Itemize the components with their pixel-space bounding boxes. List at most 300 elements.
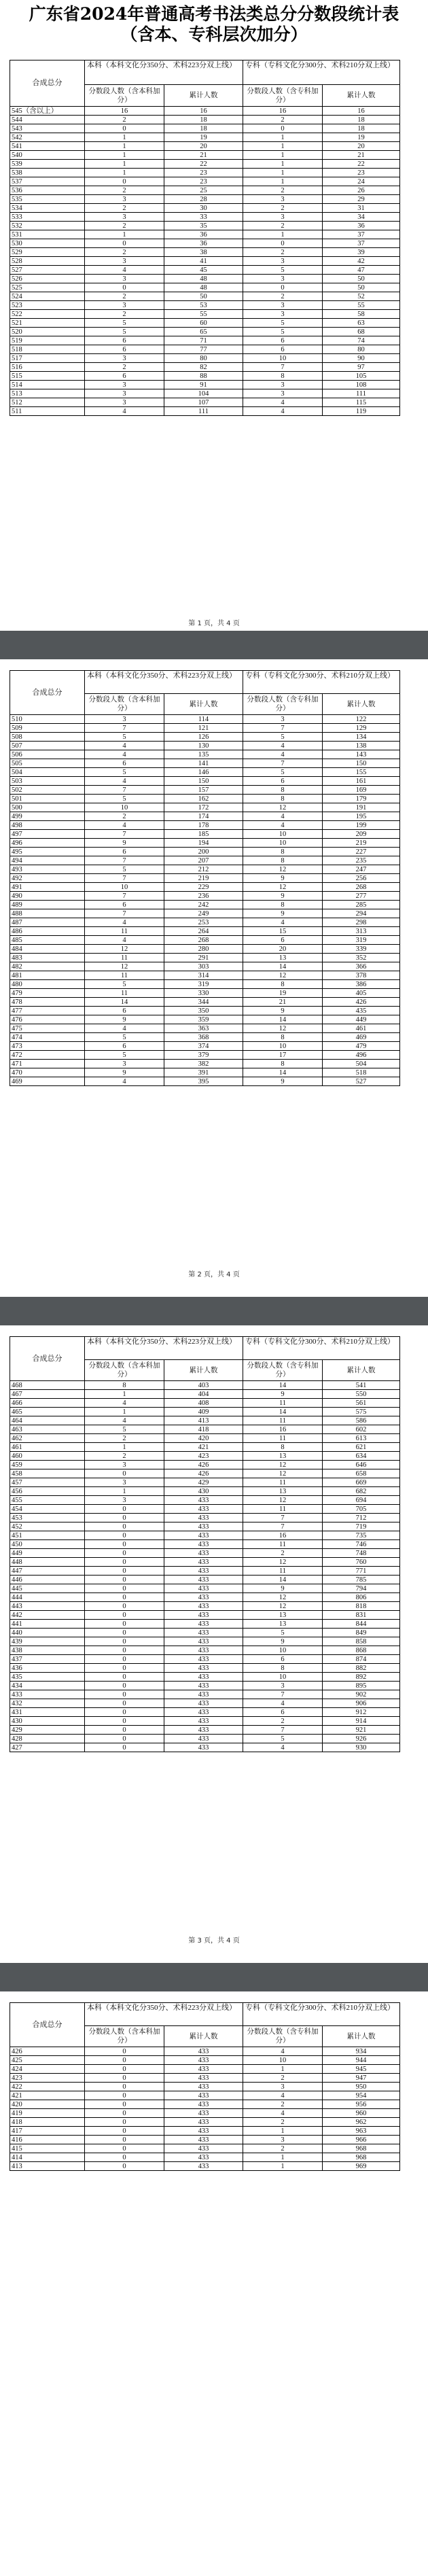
score-cell: 513 xyxy=(10,389,85,398)
undergrad-seg-count-cell: 0 xyxy=(85,1690,164,1699)
score-cell: 487 xyxy=(10,918,85,927)
undergrad-cum-count-cell: 433 xyxy=(164,2162,243,2171)
junior-seg-count-cell: 11 xyxy=(243,1416,323,1425)
title-line-2: （含本、专科层次加分） xyxy=(120,24,308,44)
junior-seg-count-cell: 4 xyxy=(243,2091,323,2100)
undergrad-cum-count-cell: 212 xyxy=(164,865,243,874)
table-row xyxy=(10,856,400,865)
table-row xyxy=(10,222,400,230)
undergrad-seg-count-cell: 0 xyxy=(85,239,164,248)
undergrad-seg-count-cell: 4 xyxy=(85,1077,164,1086)
junior-cum-count-cell: 435 xyxy=(323,1007,400,1015)
score-cell: 432 xyxy=(10,1699,85,1708)
undergrad-cum-count-cell: 430 xyxy=(164,1487,243,1496)
undergrad-seg-count-cell: 3 xyxy=(85,354,164,363)
table-row xyxy=(10,389,400,398)
score-cell: 469 xyxy=(10,1077,85,1086)
table-row xyxy=(10,2153,400,2162)
junior-cum-count-cell: 968 xyxy=(323,2144,400,2153)
undergrad-seg-count-cell: 5 xyxy=(85,328,164,336)
junior-seg-count-cell: 8 xyxy=(243,1443,323,1452)
junior-cum-count-cell: 209 xyxy=(323,830,400,839)
table-row xyxy=(10,733,400,742)
undergrad-seg-count-cell: 0 xyxy=(85,1469,164,1478)
undergrad-seg-count-cell: 3 xyxy=(85,1461,164,1469)
junior-cum-count-cell: 669 xyxy=(323,1478,400,1487)
undergrad-seg-count-cell: 7 xyxy=(85,892,164,901)
junior-cum-count-cell: 42 xyxy=(323,257,400,266)
undergrad-seg-count-cell: 0 xyxy=(85,124,164,133)
undergrad-cum-count-cell: 22 xyxy=(164,160,243,169)
score-cell: 478 xyxy=(10,998,85,1007)
undergrad-seg-count-cell: 5 xyxy=(85,980,164,989)
table-row xyxy=(10,363,400,372)
undergrad-cum-count-cell: 229 xyxy=(164,883,243,892)
undergrad-cum-count-cell: 38 xyxy=(164,248,243,257)
table-row xyxy=(10,962,400,971)
junior-cum-count-cell: 247 xyxy=(323,865,400,874)
undergrad-seg-count-cell: 4 xyxy=(85,936,164,945)
junior-seg-count-cell: 0 xyxy=(243,124,323,133)
undergrad-cum-count-cell: 242 xyxy=(164,901,243,909)
undergrad-cum-count-cell: 429 xyxy=(164,1478,243,1487)
score-cell: 473 xyxy=(10,1042,85,1051)
undergrad-cum-count-cell: 150 xyxy=(164,777,243,786)
undergrad-cum-count-cell: 53 xyxy=(164,301,243,310)
score-cell: 480 xyxy=(10,980,85,989)
score-table-page-4 xyxy=(10,2002,400,2171)
score-cell: 415 xyxy=(10,2144,85,2153)
page-footer: 第 2 页，共 4 页 xyxy=(188,1271,240,1278)
junior-seg-count-cell: 8 xyxy=(243,795,323,803)
undergrad-seg-count-cell: 11 xyxy=(85,971,164,980)
undergrad-cum-count-cell: 433 xyxy=(164,2144,243,2153)
junior-cum-count-cell: 119 xyxy=(323,407,400,416)
undergrad-cum-count-cell: 433 xyxy=(164,2118,243,2127)
undergrad-seg-count-cell: 1 xyxy=(85,169,164,177)
undergrad-seg-count-cell: 0 xyxy=(85,2047,164,2056)
score-cell: 468 xyxy=(10,1381,85,1390)
junior-seg-count-cell: 12 xyxy=(243,803,323,812)
score-cell: 516 xyxy=(10,363,85,372)
undergrad-seg-count-cell: 1 xyxy=(85,160,164,169)
undergrad-cum-count-cell: 141 xyxy=(164,759,243,768)
junior-cum-count-cell: 298 xyxy=(323,918,400,927)
junior-cum-count-cell: 277 xyxy=(323,892,400,901)
score-cell: 459 xyxy=(10,1461,85,1469)
table-row xyxy=(10,124,400,133)
undergrad-seg-count-cell: 0 xyxy=(85,283,164,292)
junior-seg-count-cell: 9 xyxy=(243,1637,323,1646)
undergrad-seg-count-cell: 4 xyxy=(85,1416,164,1425)
junior-seg-count-cell: 0 xyxy=(243,239,323,248)
undergrad-cum-count-cell: 433 xyxy=(164,1540,243,1549)
junior-cum-count-cell: 195 xyxy=(323,812,400,821)
score-cell: 424 xyxy=(10,2065,85,2074)
junior-seg-count-cell: 8 xyxy=(243,372,323,381)
undergrad-cum-count-cell: 207 xyxy=(164,856,243,865)
undergrad-seg-count-cell: 2 xyxy=(85,248,164,257)
table-row xyxy=(10,1673,400,1682)
undergrad-seg-count-cell: 0 xyxy=(85,2065,164,2074)
undergrad-cum-count-cell: 433 xyxy=(164,1743,243,1752)
undergrad-seg-count-cell: 0 xyxy=(85,1735,164,1743)
score-cell: 471 xyxy=(10,1060,85,1068)
table-row xyxy=(10,724,400,733)
undergrad-cum-count-cell: 200 xyxy=(164,848,243,856)
table-row xyxy=(10,1726,400,1735)
table-row xyxy=(10,1637,400,1646)
undergrad-cum-count-cell: 433 xyxy=(164,1576,243,1584)
table-row xyxy=(10,1655,400,1664)
junior-cum-count-cell: 712 xyxy=(323,1514,400,1522)
junior-cum-count-cell: 895 xyxy=(323,1682,400,1690)
score-cell: 531 xyxy=(10,230,85,239)
undergrad-cum-count-cell: 433 xyxy=(164,1531,243,1540)
undergrad-seg-count-cell: 3 xyxy=(85,715,164,724)
junior-seg-count-cell: 12 xyxy=(243,1593,323,1602)
junior-seg-count-cell: 10 xyxy=(243,830,323,839)
table-row xyxy=(10,927,400,936)
junior-cum-count-cell: 319 xyxy=(323,936,400,945)
junior-cum-count-cell: 268 xyxy=(323,883,400,892)
header-junior: 专科（专科文化分300分、术科210分双上线） xyxy=(243,1337,400,1360)
undergrad-cum-count-cell: 433 xyxy=(164,2153,243,2162)
undergrad-cum-count-cell: 433 xyxy=(164,1699,243,1708)
junior-seg-count-cell: 13 xyxy=(243,1611,323,1620)
score-cell: 493 xyxy=(10,865,85,874)
junior-seg-count-cell: 3 xyxy=(243,2136,323,2144)
undergrad-cum-count-cell: 82 xyxy=(164,363,243,372)
table-row xyxy=(10,345,400,354)
junior-cum-count-cell: 682 xyxy=(323,1487,400,1496)
junior-seg-count-cell: 2 xyxy=(243,292,323,301)
junior-seg-count-cell: 4 xyxy=(243,812,323,821)
junior-seg-count-cell: 5 xyxy=(243,266,323,275)
header-seg-count-undergrad: 分数段人数（含本科加分） xyxy=(85,85,164,107)
junior-cum-count-cell: 366 xyxy=(323,962,400,971)
table-row xyxy=(10,177,400,186)
junior-seg-count-cell: 10 xyxy=(243,354,323,363)
undergrad-seg-count-cell: 3 xyxy=(85,275,164,283)
undergrad-cum-count-cell: 363 xyxy=(164,1024,243,1033)
undergrad-cum-count-cell: 433 xyxy=(164,1726,243,1735)
score-cell: 414 xyxy=(10,2153,85,2162)
undergrad-cum-count-cell: 404 xyxy=(164,1390,243,1399)
header-seg-count-junior: 分数段人数（含专科加分） xyxy=(243,1360,323,1381)
score-cell: 503 xyxy=(10,777,85,786)
score-cell: 500 xyxy=(10,803,85,812)
header-seg-count-undergrad: 分数段人数（含本科加分） xyxy=(85,1360,164,1381)
table-row xyxy=(10,1690,400,1699)
junior-cum-count-cell: 613 xyxy=(323,1434,400,1443)
undergrad-cum-count-cell: 433 xyxy=(164,1549,243,1558)
junior-cum-count-cell: 496 xyxy=(323,1051,400,1060)
table-row xyxy=(10,186,400,195)
undergrad-cum-count-cell: 291 xyxy=(164,954,243,962)
table-row xyxy=(10,1558,400,1567)
undergrad-seg-count-cell: 2 xyxy=(85,1452,164,1461)
score-cell: 422 xyxy=(10,2083,85,2091)
score-cell: 470 xyxy=(10,1068,85,1077)
undergrad-cum-count-cell: 433 xyxy=(164,1611,243,1620)
junior-cum-count-cell: 912 xyxy=(323,1708,400,1717)
score-cell: 476 xyxy=(10,1015,85,1024)
score-cell: 489 xyxy=(10,901,85,909)
score-cell: 417 xyxy=(10,2127,85,2136)
junior-cum-count-cell: 760 xyxy=(323,1558,400,1567)
undergrad-seg-count-cell: 0 xyxy=(85,2056,164,2065)
undergrad-seg-count-cell: 1 xyxy=(85,230,164,239)
score-table-page-3 xyxy=(10,1336,400,1752)
junior-seg-count-cell: 8 xyxy=(243,786,323,795)
undergrad-seg-count-cell: 6 xyxy=(85,372,164,381)
junior-seg-count-cell: 8 xyxy=(243,901,323,909)
junior-seg-count-cell: 12 xyxy=(243,1024,323,1033)
undergrad-cum-count-cell: 433 xyxy=(164,1717,243,1726)
score-cell: 439 xyxy=(10,1637,85,1646)
junior-cum-count-cell: 68 xyxy=(323,328,400,336)
score-cell: 449 xyxy=(10,1549,85,1558)
junior-cum-count-cell: 963 xyxy=(323,2127,400,2136)
undergrad-cum-count-cell: 374 xyxy=(164,1042,243,1051)
table-row xyxy=(10,1024,400,1033)
junior-seg-count-cell: 6 xyxy=(243,1655,323,1664)
table-row xyxy=(10,1735,400,1743)
junior-cum-count-cell: 868 xyxy=(323,1646,400,1655)
page-4 xyxy=(0,1991,428,2576)
junior-seg-count-cell: 4 xyxy=(243,1699,323,1708)
undergrad-seg-count-cell: 1 xyxy=(85,151,164,160)
table-row xyxy=(10,257,400,266)
undergrad-cum-count-cell: 146 xyxy=(164,768,243,777)
score-cell: 507 xyxy=(10,742,85,750)
junior-seg-count-cell: 12 xyxy=(243,1469,323,1478)
table-row xyxy=(10,1567,400,1576)
undergrad-cum-count-cell: 91 xyxy=(164,381,243,389)
undergrad-seg-count-cell: 0 xyxy=(85,1602,164,1611)
score-cell: 443 xyxy=(10,1602,85,1611)
junior-seg-count-cell: 9 xyxy=(243,892,323,901)
undergrad-seg-count-cell: 6 xyxy=(85,759,164,768)
header-seg-count-undergrad: 分数段人数（含本科加分） xyxy=(85,2026,164,2047)
score-cell: 441 xyxy=(10,1620,85,1629)
table-row xyxy=(10,1522,400,1531)
table-row xyxy=(10,336,400,345)
score-cell: 481 xyxy=(10,971,85,980)
junior-cum-count-cell: 902 xyxy=(323,1690,400,1699)
undergrad-seg-count-cell: 0 xyxy=(85,1699,164,1708)
junior-cum-count-cell: 227 xyxy=(323,848,400,856)
undergrad-seg-count-cell: 4 xyxy=(85,266,164,275)
junior-cum-count-cell: 352 xyxy=(323,954,400,962)
table-row xyxy=(10,1068,400,1077)
undergrad-cum-count-cell: 28 xyxy=(164,195,243,204)
junior-cum-count-cell: 115 xyxy=(323,398,400,407)
undergrad-seg-count-cell: 3 xyxy=(85,1060,164,1068)
score-cell: 418 xyxy=(10,2118,85,2127)
undergrad-seg-count-cell: 6 xyxy=(85,345,164,354)
junior-cum-count-cell: 50 xyxy=(323,283,400,292)
table-row xyxy=(10,248,400,257)
undergrad-cum-count-cell: 35 xyxy=(164,222,243,230)
score-table-page-1 xyxy=(10,60,400,416)
score-cell: 528 xyxy=(10,257,85,266)
score-cell: 475 xyxy=(10,1024,85,1033)
score-cell: 509 xyxy=(10,724,85,733)
score-cell: 416 xyxy=(10,2136,85,2144)
junior-seg-count-cell: 1 xyxy=(243,2153,323,2162)
undergrad-cum-count-cell: 433 xyxy=(164,1496,243,1505)
score-cell: 514 xyxy=(10,381,85,389)
score-cell: 488 xyxy=(10,909,85,918)
junior-cum-count-cell: 950 xyxy=(323,2083,400,2091)
table-row xyxy=(10,715,400,724)
junior-seg-count-cell: 10 xyxy=(243,1646,323,1655)
junior-cum-count-cell: 962 xyxy=(323,2118,400,2127)
score-cell: 523 xyxy=(10,301,85,310)
undergrad-cum-count-cell: 48 xyxy=(164,283,243,292)
undergrad-cum-count-cell: 114 xyxy=(164,715,243,724)
junior-cum-count-cell: 550 xyxy=(323,1390,400,1399)
page-3 xyxy=(0,1325,428,1963)
undergrad-cum-count-cell: 433 xyxy=(164,1620,243,1629)
undergrad-cum-count-cell: 36 xyxy=(164,230,243,239)
undergrad-seg-count-cell: 0 xyxy=(85,2100,164,2109)
junior-seg-count-cell: 2 xyxy=(243,204,323,213)
junior-seg-count-cell: 2 xyxy=(243,186,323,195)
undergrad-seg-count-cell: 7 xyxy=(85,830,164,839)
junior-seg-count-cell: 9 xyxy=(243,1390,323,1399)
junior-cum-count-cell: 945 xyxy=(323,2065,400,2074)
junior-seg-count-cell: 10 xyxy=(243,2056,323,2065)
undergrad-cum-count-cell: 433 xyxy=(164,2074,243,2083)
junior-cum-count-cell: 844 xyxy=(323,1620,400,1629)
table-row xyxy=(10,777,400,786)
score-cell: 510 xyxy=(10,715,85,724)
table-row xyxy=(10,2136,400,2144)
junior-cum-count-cell: 831 xyxy=(323,1611,400,1620)
undergrad-seg-count-cell: 5 xyxy=(85,733,164,742)
junior-seg-count-cell: 1 xyxy=(243,142,323,151)
junior-seg-count-cell: 2 xyxy=(243,1717,323,1726)
score-cell: 445 xyxy=(10,1584,85,1593)
undergrad-cum-count-cell: 433 xyxy=(164,2109,243,2118)
undergrad-cum-count-cell: 433 xyxy=(164,1664,243,1673)
document-title xyxy=(0,4,428,45)
score-cell: 460 xyxy=(10,1452,85,1461)
junior-seg-count-cell: 4 xyxy=(243,398,323,407)
score-cell: 511 xyxy=(10,407,85,416)
table-row xyxy=(10,328,400,336)
undergrad-cum-count-cell: 253 xyxy=(164,918,243,927)
undergrad-seg-count-cell: 3 xyxy=(85,1496,164,1505)
table-row xyxy=(10,266,400,275)
undergrad-seg-count-cell: 0 xyxy=(85,2083,164,2091)
score-cell: 506 xyxy=(10,750,85,759)
junior-cum-count-cell: 969 xyxy=(323,2162,400,2171)
junior-cum-count-cell: 129 xyxy=(323,724,400,733)
junior-seg-count-cell: 5 xyxy=(243,1629,323,1637)
junior-seg-count-cell: 13 xyxy=(243,954,323,962)
table-row xyxy=(10,1469,400,1478)
junior-cum-count-cell: 21 xyxy=(323,151,400,160)
junior-cum-count-cell: 138 xyxy=(323,742,400,750)
table-row xyxy=(10,2127,400,2136)
junior-cum-count-cell: 719 xyxy=(323,1522,400,1531)
score-cell: 494 xyxy=(10,856,85,865)
header-undergrad: 本科（本科文化分350分、术科223分双上线） xyxy=(85,1337,243,1360)
table-row xyxy=(10,989,400,998)
score-cell: 423 xyxy=(10,2074,85,2083)
score-table-page-2 xyxy=(10,670,400,1086)
undergrad-cum-count-cell: 121 xyxy=(164,724,243,733)
junior-seg-count-cell: 1 xyxy=(243,177,323,186)
junior-cum-count-cell: 705 xyxy=(323,1505,400,1514)
junior-seg-count-cell: 9 xyxy=(243,874,323,883)
junior-seg-count-cell: 13 xyxy=(243,1620,323,1629)
junior-seg-count-cell: 8 xyxy=(243,980,323,989)
score-cell: 430 xyxy=(10,1717,85,1726)
junior-cum-count-cell: 930 xyxy=(323,1743,400,1752)
undergrad-cum-count-cell: 20 xyxy=(164,142,243,151)
table-row xyxy=(10,292,400,301)
junior-seg-count-cell: 14 xyxy=(243,1576,323,1584)
table-row xyxy=(10,1584,400,1593)
undergrad-seg-count-cell: 1 xyxy=(85,142,164,151)
table-row xyxy=(10,865,400,874)
undergrad-seg-count-cell: 0 xyxy=(85,1584,164,1593)
score-cell: 542 xyxy=(10,133,85,142)
junior-cum-count-cell: 285 xyxy=(323,901,400,909)
undergrad-cum-count-cell: 126 xyxy=(164,733,243,742)
junior-seg-count-cell: 9 xyxy=(243,1077,323,1086)
junior-seg-count-cell: 8 xyxy=(243,1060,323,1068)
junior-cum-count-cell: 313 xyxy=(323,927,400,936)
undergrad-seg-count-cell: 5 xyxy=(85,1033,164,1042)
junior-cum-count-cell: 469 xyxy=(323,1033,400,1042)
score-cell: 536 xyxy=(10,186,85,195)
table-row xyxy=(10,1743,400,1752)
junior-seg-count-cell: 16 xyxy=(243,1425,323,1434)
table-row xyxy=(10,901,400,909)
junior-seg-count-cell: 11 xyxy=(243,1399,323,1408)
junior-cum-count-cell: 658 xyxy=(323,1469,400,1478)
table-row xyxy=(10,1682,400,1690)
junior-cum-count-cell: 449 xyxy=(323,1015,400,1024)
score-cell: 538 xyxy=(10,169,85,177)
undergrad-seg-count-cell: 5 xyxy=(85,795,164,803)
undergrad-seg-count-cell: 4 xyxy=(85,821,164,830)
score-cell: 502 xyxy=(10,786,85,795)
junior-cum-count-cell: 31 xyxy=(323,204,400,213)
junior-seg-count-cell: 14 xyxy=(243,1068,323,1077)
score-cell: 527 xyxy=(10,266,85,275)
score-cell: 462 xyxy=(10,1434,85,1443)
junior-cum-count-cell: 518 xyxy=(323,1068,400,1077)
table-row xyxy=(10,1408,400,1416)
undergrad-cum-count-cell: 418 xyxy=(164,1425,243,1434)
junior-seg-count-cell: 7 xyxy=(243,1522,323,1531)
table-row xyxy=(10,1077,400,1086)
junior-seg-count-cell: 11 xyxy=(243,1505,323,1514)
junior-seg-count-cell: 14 xyxy=(243,962,323,971)
junior-seg-count-cell: 7 xyxy=(243,1726,323,1735)
junior-seg-count-cell: 9 xyxy=(243,1584,323,1593)
undergrad-cum-count-cell: 25 xyxy=(164,186,243,195)
undergrad-seg-count-cell: 0 xyxy=(85,1576,164,1584)
undergrad-cum-count-cell: 420 xyxy=(164,1434,243,1443)
